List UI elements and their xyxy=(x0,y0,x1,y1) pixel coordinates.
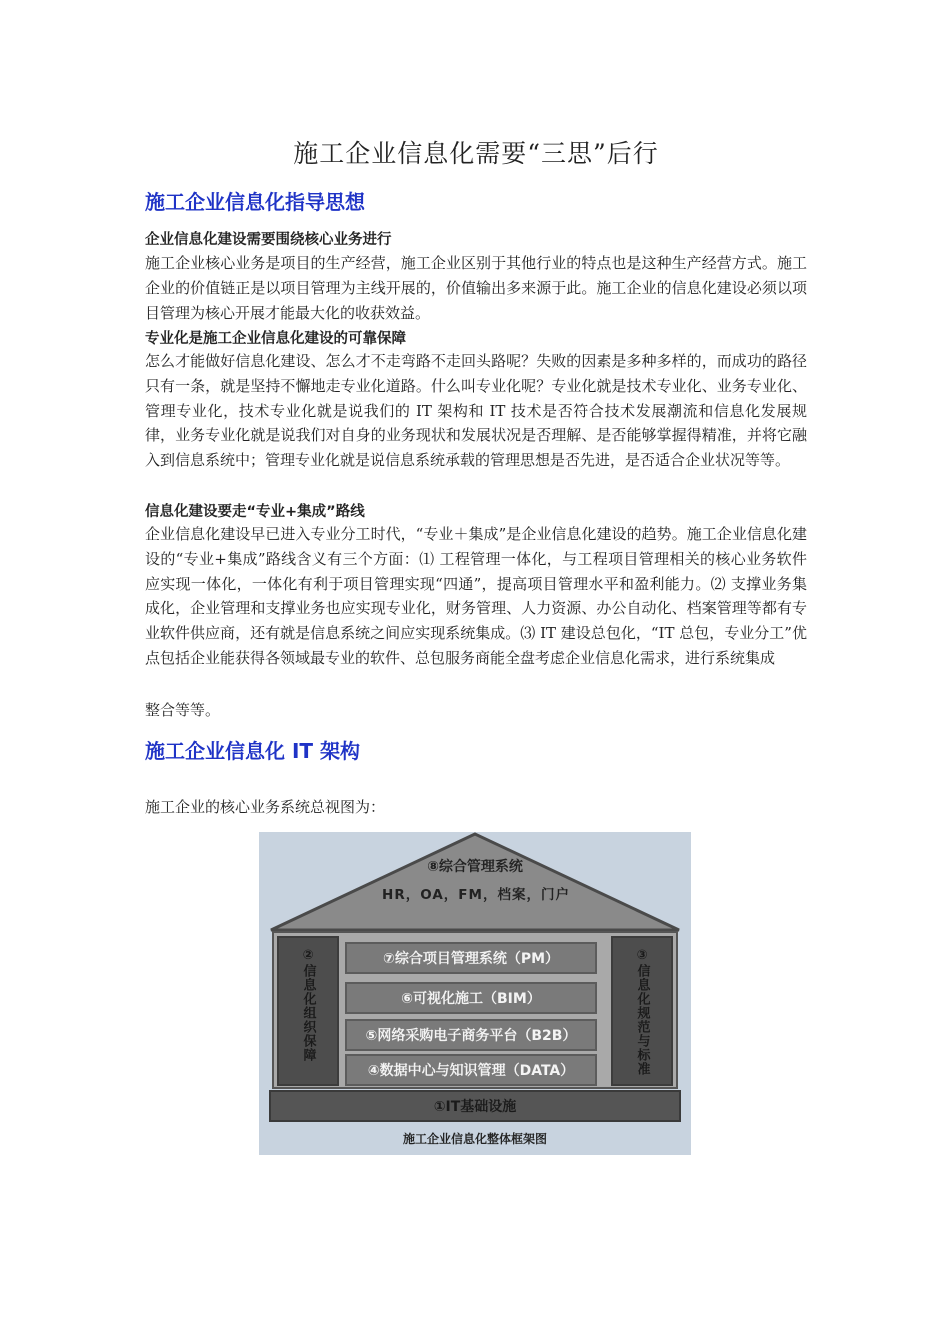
paragraph-overview-intro: 施工企业的核心业务系统总视图为： xyxy=(145,798,386,816)
base-infrastructure: ①IT基础设施 xyxy=(269,1090,681,1122)
tier-pm: ⑦综合项目管理系统（PM） xyxy=(345,942,597,974)
subheading-core-business: 企业信息化建设需要围绕核心业务进行 xyxy=(145,232,392,248)
left-pillar-label: ②信息化组织保障 xyxy=(300,948,316,1062)
section-heading-it-architecture: 施工企业信息化 IT 架构 xyxy=(145,739,361,763)
section-heading-guiding-ideas: 施工企业信息化指导思想 xyxy=(145,190,365,214)
paragraph-specialization: 怎么才能做好信息化建设、怎么才不走弯路不走回头路呢？失败的因素是多种多样的，而成功的路径只有一条，就是坚持不懈地走专业化道路。什么叫专业化呢？专业化就是技术专业化、业务专业化、管理专业化，技术专业化就是说我们的 IT 架构和 IT 技术是否符合技术发展潮流和信息化发展规律，业务专业化就是说我们对自身的业务现状和发展状况是否理解、是否能够掌握得精准，并将它融入到信息系统中；管理专业化就是说信息系统承载的管理思想是否先进，是否适合企业状况等等。 xyxy=(145,352,807,470)
paragraph-core-business: 施工企业核心业务是项目的生产经营，施工企业区别于其他行业的特点也是这种生产经营方式。施工企业的价值链正是以项目管理为主线开展的，价值输出多来源于此。施工企业的信息化建设必须以项目管理为核心开展才能最大化的收获效益。 xyxy=(145,254,807,322)
tier-bim: ⑥可视化施工（BIM） xyxy=(345,982,597,1014)
figure-caption: 施工企业信息化整体框架图 xyxy=(402,1132,547,1146)
architecture-diagram xyxy=(259,832,691,1155)
page-title: 施工企业信息化需要“三思”后行 xyxy=(293,139,659,168)
left-pillar xyxy=(277,936,339,1086)
right-pillar xyxy=(611,936,673,1086)
subheading-professional-integration: 信息化建设要走“专业+集成”路线 xyxy=(145,504,365,520)
roof-subsystems: HR，OA，FM，档案，门户 xyxy=(382,887,570,903)
roof-title: ⑧综合管理系统 xyxy=(427,859,523,875)
paragraph-professional-integration: 企业信息化建设早已进入专业分工时代，“专业＋集成”是企业信息化建设的趋势。施工企业信息化建设的“专业+集成”路线含义有三个方面：⑴ 工程管理一体化，与工程项目管理相关的核心业务软件应实现一体化，一体化有利于项目管理实现“四通”，提高项目管理水平和盈利能力。⑵ 支撑业务集成化，企业管理和支撑业务也应实现专业化，财务管理、人力资源、办公自动化、档案管理等都有专业软件供应商，还有就是信息系统之间应实现系统集成。⑶ IT 建设总包化，“IT 总包，专业分工”优点包括企业能获得各领域最专业的软件、总包服务商能全盘考虑企业信息化需求，进行系统集成 xyxy=(145,525,807,667)
right-pillar-label: ③信息化规范与标准 xyxy=(634,948,650,1076)
tier-b2b: ⑤网络采购电子商务平台（B2B） xyxy=(345,1019,597,1051)
subheading-specialization: 专业化是施工企业信息化建设的可靠保障 xyxy=(145,331,406,347)
tier-data: ④数据中心与知识管理（DATA） xyxy=(345,1054,597,1086)
roof-shape xyxy=(271,834,679,930)
paragraph-tail: 整合等等。 xyxy=(145,701,221,719)
